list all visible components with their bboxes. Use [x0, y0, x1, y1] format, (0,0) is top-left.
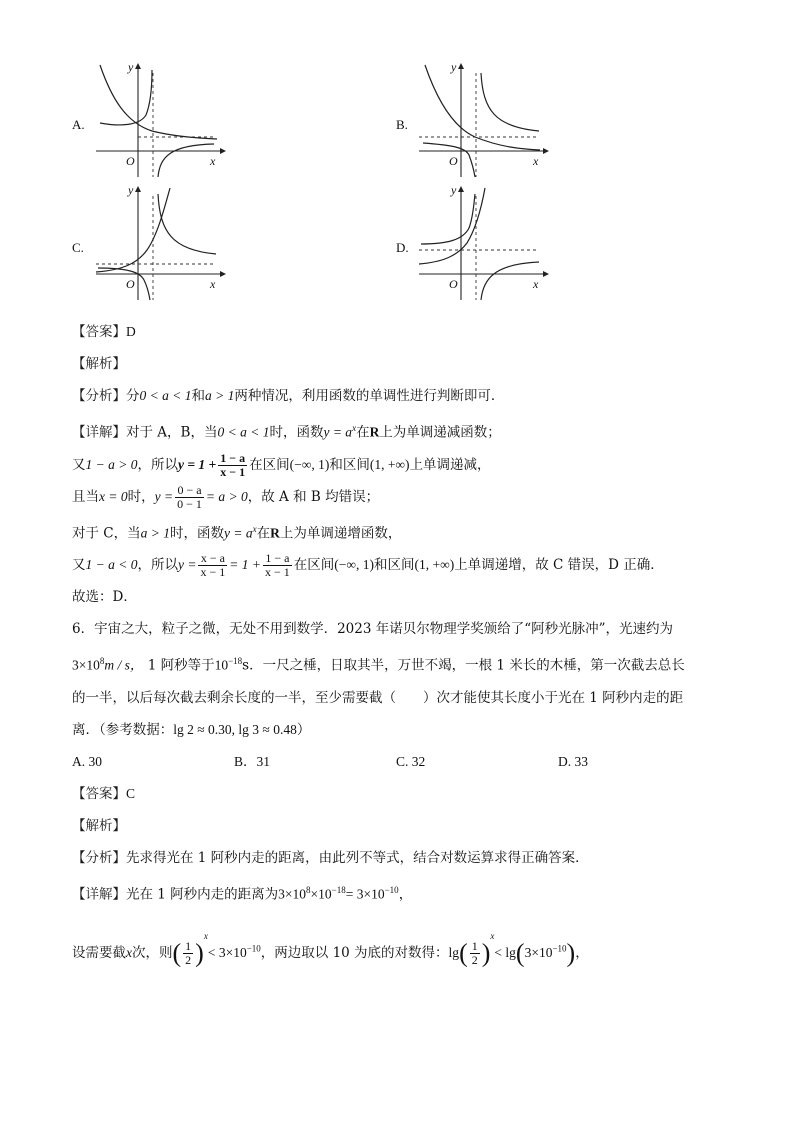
x-axis-label: x	[210, 277, 216, 291]
x-arrow	[543, 148, 549, 154]
graph-c	[92, 183, 232, 303]
analysis-tag: 【解析】	[72, 356, 126, 372]
q6-detail-line-1: 【详解】光在 1 阿秒内走的距离为$3\times 10^8\times 10^{-18}= 3\times 10^{-10}$，	[72, 884, 413, 902]
detail-tag: 【详解】	[72, 424, 126, 441]
q6-answer-line	[72, 778, 722, 810]
q5-detail-line-1: 【详解】对于 A，B，当0 < a < 1时，函数$y = a^x$在R上为单调递减函数；	[72, 423, 501, 441]
x-axis-label: x	[533, 154, 539, 168]
q5-answer-line	[72, 316, 722, 348]
x-arrow	[543, 271, 549, 277]
q6-stem-line-4: 离．（参考数据：lg 2 ≈ 0.30, lg 3 ≈ 0.48）	[72, 721, 311, 738]
q5-detail-line-4: 对于 C，当a > 1时，函数$y = a^x$在R上为单调递增函数，	[72, 523, 402, 541]
choice-d[interactable]: D. 33	[558, 753, 588, 769]
x-axis-label: x	[533, 277, 539, 291]
y-axis-label: y	[128, 183, 134, 197]
y-arrow	[135, 63, 141, 69]
y-arrow	[458, 186, 464, 192]
fraction: $\frac{1 - a}{x - 1}$	[264, 551, 290, 579]
q6-detail-line-2: 设需要截x次，则( $\frac{1}{2}$ )$^x< 3\times 10^{-10}$，两边取以 10 为底的对数得：lg( $\frac{1}{2}$ )$^x< \lg(3\times 10^{-10})$，	[72, 931, 589, 968]
detail-tag: 【详解】	[72, 886, 126, 902]
solution-text	[72, 316, 722, 970]
graph-b	[415, 60, 555, 180]
option-graphs	[0, 55, 794, 305]
origin-label: O	[449, 154, 458, 168]
origin-label: O	[126, 277, 135, 291]
choice-b[interactable]: B．31	[234, 753, 271, 769]
q6-choices	[72, 746, 722, 778]
x-axis-label: x	[210, 154, 216, 168]
y-axis-label: y	[451, 60, 457, 74]
option-d-label: D.	[396, 240, 409, 255]
hyperbola-left	[421, 194, 475, 244]
fraction: $\frac{1}{2}$	[185, 939, 192, 967]
q5-final-line: 故选：D．	[72, 589, 137, 605]
q6-stem-line-2: $3\times 10^8m / s$， 1 阿秒等于$10^{-18}s$．一尺之棰，日取其半，万世不竭，一根 1 米长的木棰，第一次截去总长	[72, 656, 685, 674]
graph-a	[92, 60, 232, 180]
option-c-label: C.	[72, 240, 84, 255]
y-axis-label: y	[451, 183, 457, 197]
exp-curve	[100, 65, 217, 139]
hyperbola-right	[481, 262, 539, 300]
choice-c[interactable]: C. 32	[396, 753, 426, 769]
y-arrow	[135, 186, 141, 192]
q6-stem-line-1: 6．宇宙之大，粒子之微，无处不用到数学．2023 年诺贝尔物理学奖颁给了“阿秒光脉冲”，光速约为	[72, 621, 674, 637]
answer-tag: 【答案】	[72, 785, 126, 802]
fraction: $\frac{1 - a}{x - 1}$	[220, 450, 246, 479]
choice-a[interactable]: A. 30	[72, 753, 102, 769]
q5-analysis-line	[72, 348, 722, 380]
answer-value: D	[126, 324, 136, 339]
hyperbola-right	[481, 73, 539, 131]
answer-tag: 【答案】	[72, 324, 126, 340]
y-arrow	[458, 63, 464, 69]
origin-label: O	[449, 277, 458, 291]
fraction: $\frac{0 - a}{0 - 1}$	[177, 482, 202, 511]
x-arrow	[220, 148, 226, 154]
q6-stem-line-3: 的一半，以后每次截去剩余长度的一半，至少需要截（ ）次才能使其长度小于光在 1 阿秒内走的距	[72, 689, 684, 706]
graph-d	[415, 183, 555, 303]
fenxi-tag: 【分析】	[72, 849, 126, 866]
exp-curve	[419, 188, 485, 264]
y-axis-label: y	[128, 60, 134, 74]
hyperbola-left	[100, 70, 152, 125]
q6-fenxi-line: 【分析】先求得光在 1 阿秒内走的距离，由此列不等式，结合对数运算求得正确答案．	[72, 849, 589, 866]
x-arrow	[220, 271, 226, 277]
fraction: $\frac{x - a}{x - 1}$	[200, 551, 226, 579]
answer-value: C	[126, 785, 136, 801]
q6-analysis-line	[72, 810, 722, 842]
analysis-tag: 【解析】	[72, 817, 126, 834]
q5-fenxi-line: 【分析】分0 < a < 1和a > 1两种情况，利用函数的单调性进行判断即可．	[72, 388, 505, 404]
fraction: $\frac{1}{2}$	[471, 939, 478, 967]
q5-detail-line-5: 又1 − a < 0，所以y = $\frac{x - a}{x - 1}$ = 1 + $\frac{1 - a}{x - 1}$ 在区间(−∞, 1)和区间(1, +∞)上单调递增，故 C 错误，D 正确．	[72, 551, 664, 579]
origin-label: O	[126, 154, 135, 168]
option-b-label: B.	[396, 117, 408, 132]
hyperbola-right	[158, 194, 216, 254]
fenxi-tag: 【分析】	[72, 388, 126, 404]
hyperbola-left	[98, 268, 150, 300]
option-a-label: A.	[72, 117, 85, 132]
q5-detail-line-3: 且当x = 0时，y = $\frac{0 - a}{0 - 1}$ = a > 0，故 A 和 B 均错误；	[72, 482, 380, 511]
hyperbola-right	[158, 144, 214, 177]
q5-detail-line-2: 又1 − a > 0，所以y = 1 + $\frac{1 - a}{x - 1}$ 在区间(−∞, 1)和区间(1, +∞)上单调递减，	[72, 450, 491, 479]
